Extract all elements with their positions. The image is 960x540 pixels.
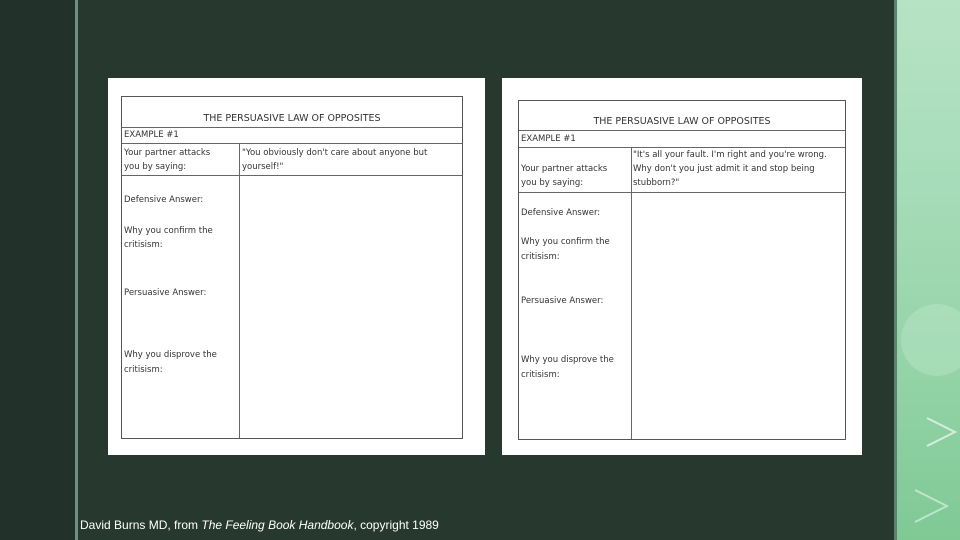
- prompt-line-2: you by saying:: [521, 178, 584, 188]
- quote-line-1: "It's all your fault. I'm right and you're wrong.: [633, 150, 827, 160]
- prompt-line-2: you by saying:: [124, 162, 187, 172]
- caption-book-title: The Feeling Book Handbook: [201, 518, 354, 532]
- worksheet-table: [518, 100, 846, 440]
- row-divider: [519, 192, 845, 193]
- persuasive-answer-label: Persuasive Answer:: [124, 288, 207, 298]
- persuasive-answer-label: Persuasive Answer:: [521, 296, 604, 306]
- disprove-line-2: critisism:: [124, 365, 163, 375]
- worksheet-image-2: [502, 78, 862, 455]
- decorative-strip: [897, 0, 960, 540]
- worksheet-title: THE PERSUASIVE LAW OF OPPOSITES: [122, 97, 462, 128]
- left-rail: [0, 0, 75, 540]
- confirm-line-1: Why you confirm the: [124, 226, 213, 236]
- worksheet-title: THE PERSUASIVE LAW OF OPPOSITES: [519, 101, 845, 131]
- quote-line-1: "You obviously don't care about anyone but: [242, 148, 428, 158]
- disprove-line-1: Why you disprove the: [521, 355, 614, 365]
- confirm-line-2: critisism:: [521, 252, 560, 262]
- quote-line-2: Why don't you just admit it and stop being: [633, 164, 815, 174]
- source-caption: [80, 518, 439, 532]
- worksheet-image-1: [108, 78, 485, 455]
- row-divider: [122, 175, 462, 176]
- confirm-line-1: Why you confirm the: [521, 237, 610, 247]
- prompt-line-1: Your partner attacks: [124, 148, 211, 158]
- caption-copyright: , copyright 1989: [353, 518, 439, 532]
- defensive-answer-label: Defensive Answer:: [521, 208, 601, 218]
- worksheet-table: [121, 96, 463, 439]
- caption-author: David Burns MD, from: [80, 518, 202, 532]
- defensive-answer-label: Defensive Answer:: [124, 195, 204, 205]
- example-label: EXAMPLE #1: [519, 131, 845, 148]
- disprove-line-1: Why you disprove the: [124, 350, 217, 360]
- example-label: EXAMPLE #1: [122, 128, 462, 144]
- prompt-line-1: Your partner attacks: [521, 164, 608, 174]
- quote-line-2: yourself!": [242, 162, 284, 172]
- decorative-chevron-icon: [897, 0, 960, 540]
- disprove-line-2: critisism:: [521, 370, 560, 380]
- confirm-line-2: critisism:: [124, 240, 163, 250]
- quote-line-3: stubborn?": [633, 178, 680, 188]
- column-divider: [239, 144, 240, 438]
